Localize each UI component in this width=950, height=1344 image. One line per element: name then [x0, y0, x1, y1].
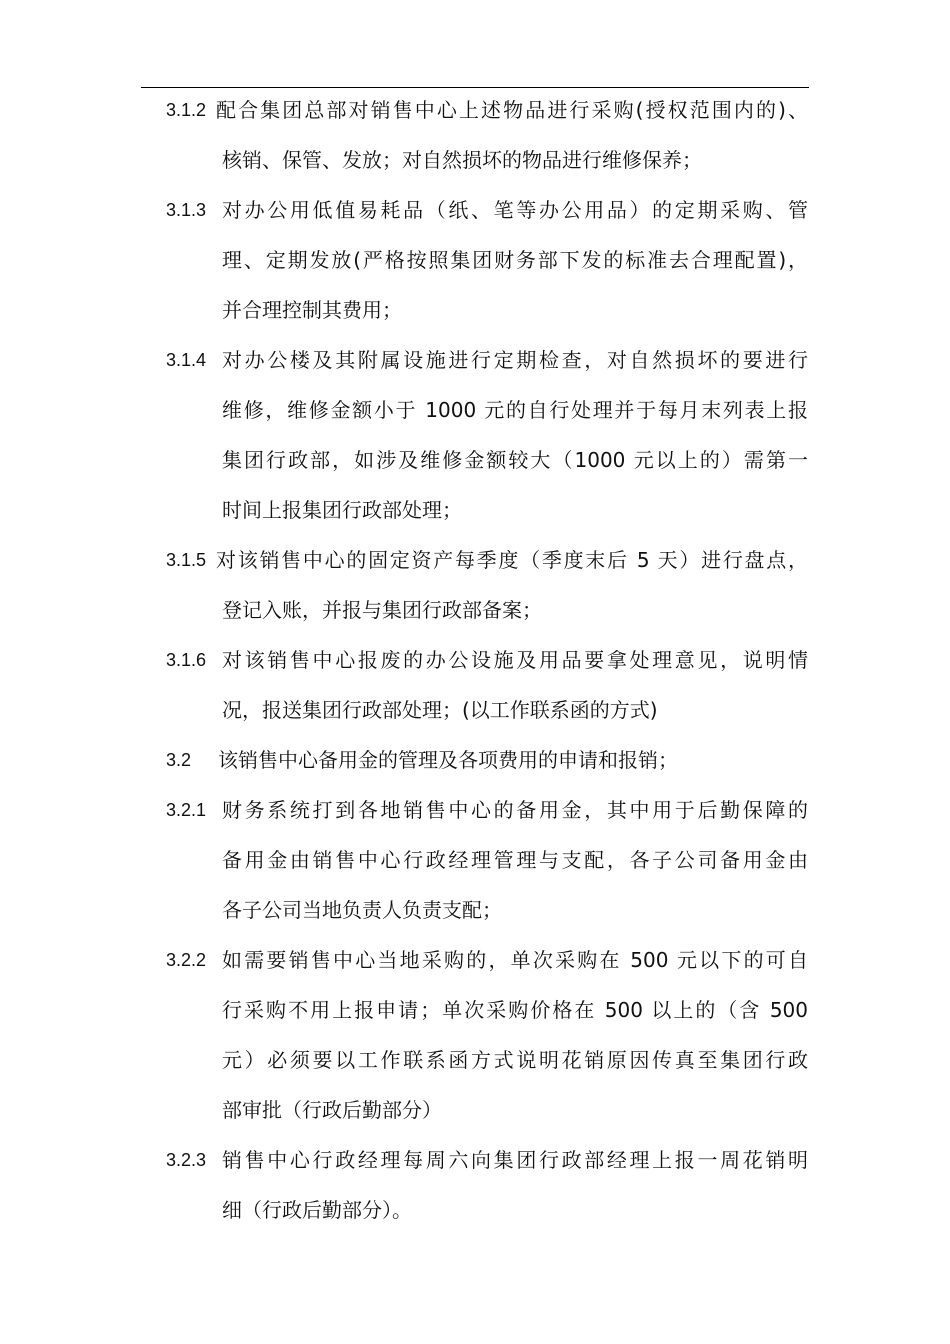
clause-number: 3.2.1 — [166, 800, 207, 820]
clause-text-line: 维修，维修金额小于 1000 元的自行处理并于每月末列表上报 — [222, 398, 808, 422]
clause-number: 3.2 — [166, 750, 192, 770]
clause-text-line: 各子公司当地负责人负责支配； — [222, 898, 502, 922]
clause-number: 3.2.3 — [166, 1150, 207, 1170]
clause-text-line: 细（行政后勤部分）。 — [222, 1198, 412, 1222]
clause-text-line: 该销售中心备用金的管理及各项费用的申请和报销； — [218, 748, 678, 772]
clause-text-line: 行采购不用上报申请；单次采购价格在 500 以上的（含 500 — [222, 998, 808, 1022]
clause-text-line: 对办公用低值易耗品（纸、笔等办公用品）的定期采购、管 — [222, 198, 808, 222]
clause-text-line: 理、定期发放(严格按照集团财务部下发的标准去合理配置)， — [222, 248, 808, 272]
clause-number: 3.1.4 — [166, 350, 207, 370]
clause-number: 3.1.5 — [166, 550, 207, 570]
clause-text-line: 登记入账，并报与集团行政部备案； — [222, 598, 542, 622]
clause-text-line: 并合理控制其费用； — [222, 298, 402, 322]
clause-text-line: 集团行政部，如涉及维修金额较大（1000 元以上的）需第一 — [222, 448, 808, 472]
clause-text-line: 时间上报集团行政部处理； — [222, 498, 462, 522]
clause-number: 3.1.3 — [166, 200, 207, 220]
clause-text-line: 备用金由销售中心行政经理管理与支配，各子公司备用金由 — [222, 848, 808, 872]
clause-text-line: 对该销售中心的固定资产每季度（季度末后 5 天）进行盘点， — [216, 548, 808, 572]
clause-text-line: 对该销售中心报废的办公设施及用品要拿处理意见，说明情 — [222, 648, 808, 672]
clause-number: 3.2.2 — [166, 950, 207, 970]
clause-text-line: 部审批（行政后勤部分） — [222, 1098, 442, 1122]
clause-text-line: 财务系统打到各地销售中心的备用金，其中用于后勤保障的 — [222, 798, 808, 822]
clause-text-line: 核销、保管、发放；对自然损坏的物品进行维修保养； — [222, 148, 702, 172]
clause-number: 3.1.6 — [166, 650, 207, 670]
clause-text-line: 销售中心行政经理每周六向集团行政部经理上报一周花销明 — [222, 1148, 808, 1172]
clause-text-line: 对办公楼及其附属设施进行定期检查，对自然损坏的要进行 — [222, 348, 808, 372]
clause-text-line: 元）必须要以工作联系函方式说明花销原因传真至集团行政 — [222, 1048, 808, 1072]
clause-text-line: 如需要销售中心当地采购的，单次采购在 500 元以下的可自 — [222, 948, 808, 972]
clause-text-line: 配合集团总部对销售中心上述物品进行采购(授权范围内的)、 — [216, 98, 808, 122]
clause-number: 3.1.2 — [166, 100, 207, 120]
clause-text-line: 况，报送集团行政部处理；(以工作联系函的方式) — [222, 698, 658, 722]
